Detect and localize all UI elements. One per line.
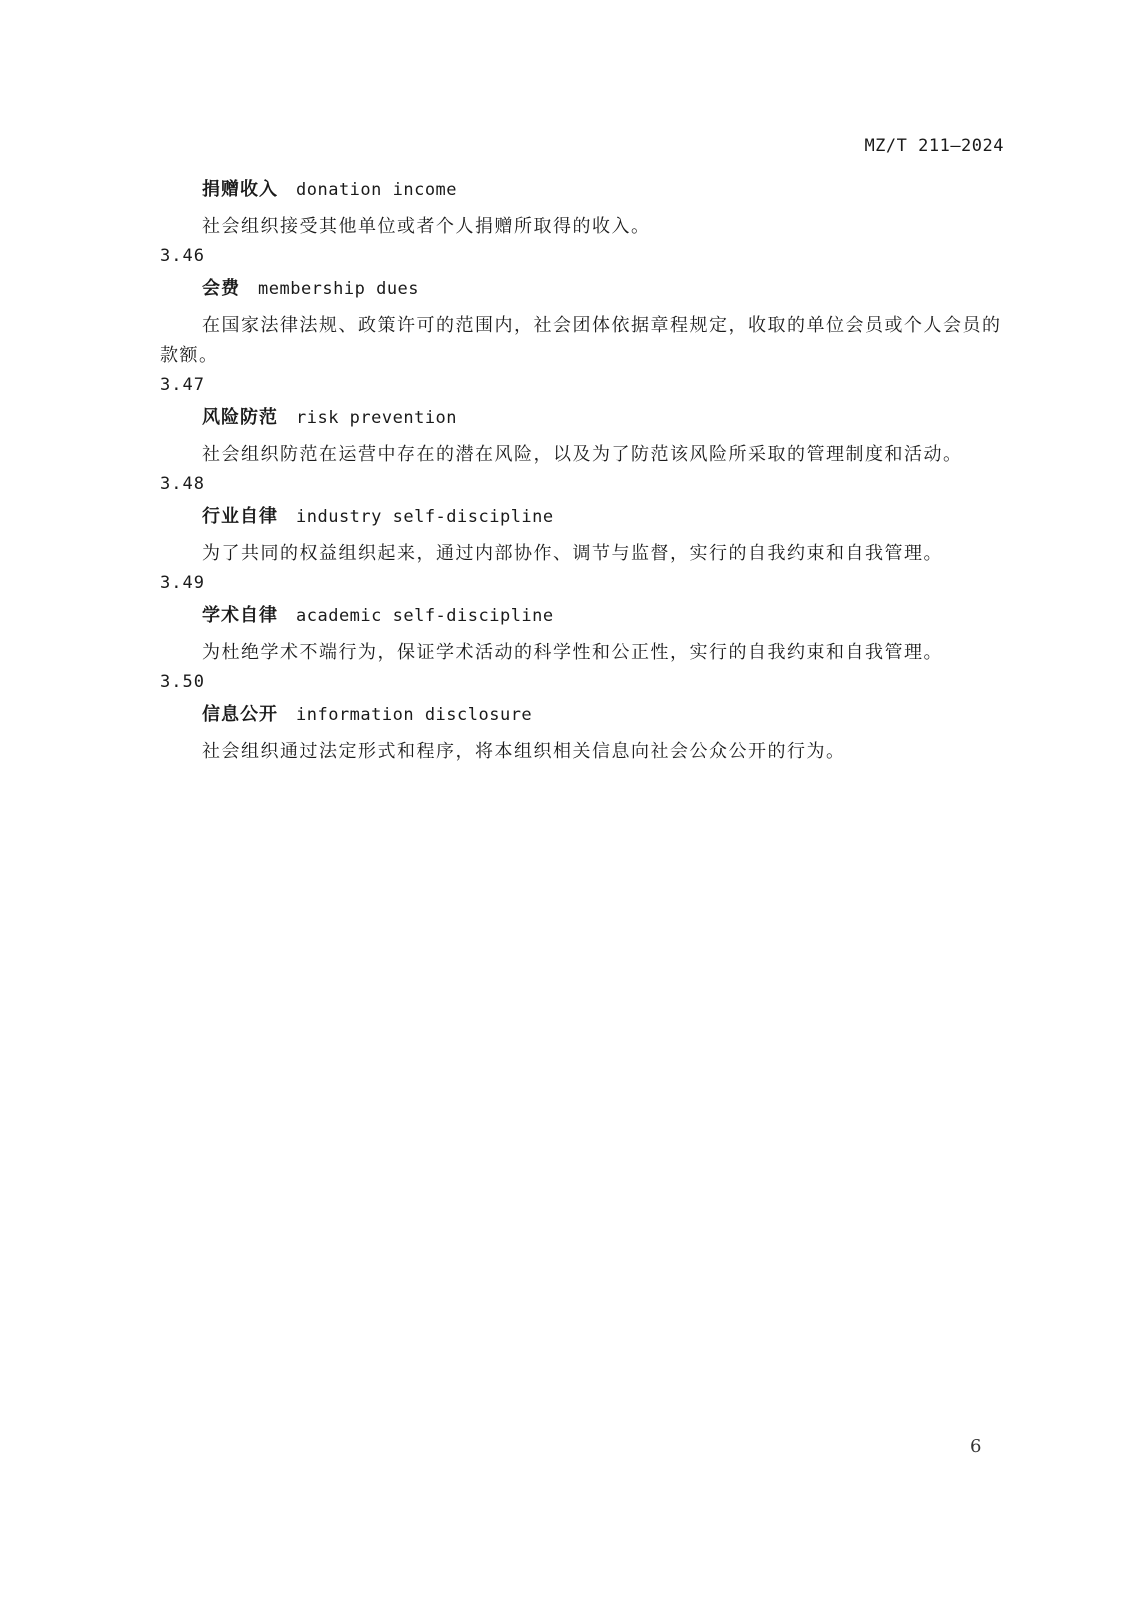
term-chinese: 学术自律 bbox=[202, 605, 278, 626]
term-definition: 为杜绝学术不端行为，保证学术活动的科学性和公正性，实行的自我约束和自我管理。 bbox=[202, 642, 943, 663]
page-number: 6 bbox=[970, 1436, 982, 1457]
term-chinese: 行业自律 bbox=[202, 506, 278, 527]
term-chinese: 捐赠收入 bbox=[202, 179, 278, 200]
term-definition: 为了共同的权益组织起来，通过内部协作、调节与监督，实行的自我约束和自我管理。 bbox=[202, 543, 943, 564]
term-entry bbox=[160, 569, 1020, 668]
term-entry bbox=[160, 371, 1020, 470]
term-definition: 社会组织防范在运营中存在的潜在风险，以及为了防范该风险所采取的管理制度和活动。 bbox=[202, 444, 963, 465]
term-chinese: 风险防范 bbox=[202, 407, 278, 428]
term-number: 3.49 bbox=[160, 573, 205, 593]
term-number: 3.48 bbox=[160, 474, 205, 494]
term-number: 3.50 bbox=[160, 672, 205, 692]
term-number: 3.47 bbox=[160, 375, 205, 395]
term-heading bbox=[202, 696, 1020, 733]
term-definition: 社会组织通过法定形式和程序，将本组织相关信息向社会公众公开的行为。 bbox=[202, 741, 846, 762]
term-english: information disclosure bbox=[296, 705, 533, 725]
term-chinese: 会费 bbox=[202, 278, 240, 299]
term-entry bbox=[160, 242, 1020, 371]
terms-section bbox=[160, 171, 1020, 767]
term-english: membership dues bbox=[258, 279, 420, 299]
standard-code: MZ/T 211—2024 bbox=[864, 136, 1004, 156]
term-heading bbox=[202, 399, 1020, 436]
term-heading bbox=[202, 597, 1020, 634]
term-definition: 在国家法律法规、政策许可的范围内，社会团体依据章程规定，收取的单位会员或个人会员的款额。 bbox=[160, 315, 1002, 366]
term-heading bbox=[202, 171, 1020, 208]
term-english: academic self-discipline bbox=[296, 606, 554, 626]
term-entry bbox=[160, 171, 1020, 242]
term-english: donation income bbox=[296, 180, 458, 200]
term-definition: 社会组织接受其他单位或者个人捐赠所取得的收入。 bbox=[202, 216, 651, 237]
term-entry bbox=[160, 668, 1020, 767]
term-heading bbox=[202, 498, 1020, 535]
term-english: industry self-discipline bbox=[296, 507, 554, 527]
term-entry bbox=[160, 470, 1020, 569]
term-english: risk prevention bbox=[296, 408, 458, 428]
term-number: 3.46 bbox=[160, 246, 205, 266]
term-heading bbox=[202, 270, 1020, 307]
term-chinese: 信息公开 bbox=[202, 704, 278, 725]
